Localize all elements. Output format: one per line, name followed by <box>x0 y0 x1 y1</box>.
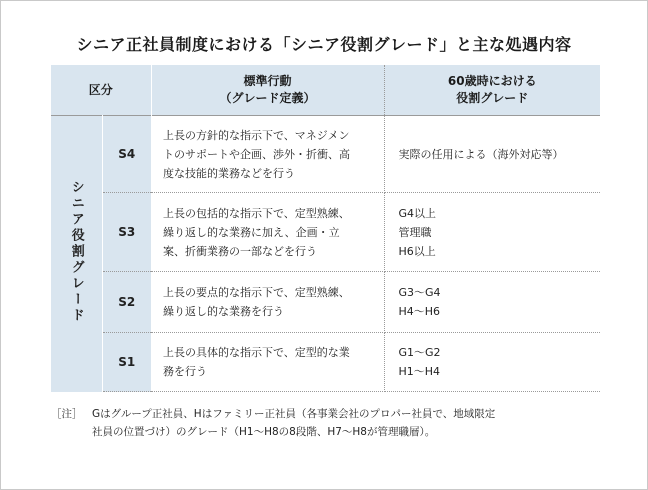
header-standard <box>151 65 384 116</box>
age-line: G3～G4 <box>398 286 441 299</box>
table-row <box>51 116 600 193</box>
side-label: シニア役割グレード <box>68 179 84 324</box>
standard-cell <box>151 116 384 193</box>
side-label-cell <box>51 116 102 392</box>
age-line: H6以上 <box>398 244 436 258</box>
standard-line: 上長の包括的な指示下で、定型熟練、 <box>163 206 350 220</box>
table-header-row <box>51 65 600 116</box>
standard-line: 務を行う <box>163 365 208 378</box>
header-age-line2: 役割グレード <box>456 91 529 105</box>
standard-line: 案、折衝業務の一部などを行う <box>163 244 318 258</box>
header-standard-line1: 標準行動 <box>243 74 292 88</box>
age-cell <box>384 333 600 392</box>
standard-line: 上長の要点的な指示下で、定型熟練、 <box>163 286 350 299</box>
figure-title: シニア正社員制度における「シニア役割グレード」と主な処遇内容 <box>76 35 572 54</box>
standard-cell <box>151 272 384 333</box>
standard-line: 上長の具体的な指示下で、定型的な業 <box>163 346 350 359</box>
footnote-body <box>92 405 611 441</box>
grade-cell: S4 <box>102 116 151 193</box>
standard-line: 度な技能的業務などを行う <box>163 166 296 180</box>
footnote <box>51 405 611 441</box>
age-line: H1～H4 <box>398 365 441 378</box>
footnote-mark: ［注］ <box>51 408 83 420</box>
age-cell <box>384 116 600 193</box>
age-line: 管理職 <box>398 225 432 239</box>
standard-cell <box>151 333 384 392</box>
header-age-line1: 60歳時における <box>447 74 537 88</box>
header-kubun: 区分 <box>51 65 151 116</box>
standard-line: 繰り返し的な業務を行う <box>163 305 285 318</box>
grade-cell: S2 <box>102 272 151 333</box>
grade-table <box>51 65 600 392</box>
table-row <box>51 272 600 333</box>
table-row <box>51 193 600 272</box>
age-cell <box>384 272 600 333</box>
standard-line: トのサポートや企画、渉外・折衝、高 <box>163 147 351 161</box>
standard-cell <box>151 193 384 272</box>
age-line: G4以上 <box>398 206 437 220</box>
grade-cell: S1 <box>102 333 151 392</box>
table-row <box>51 333 600 392</box>
age-line: 実際の任用による（海外対応等） <box>398 147 564 161</box>
age-line: G1～G2 <box>398 346 441 359</box>
age-line: H4～H6 <box>398 305 441 318</box>
grade-cell: S3 <box>102 193 151 272</box>
footnote-line: Gはグループ正社員、Hはファミリー正社員（各事業会社のプロパー社員で、地域限定 <box>92 408 496 420</box>
header-standard-line2: （グレード定義） <box>219 91 316 105</box>
standard-line: 上長の方針的な指示下で、マネジメン <box>163 128 350 142</box>
standard-line: 繰り返し的な業務に加え、企画・立 <box>163 225 340 239</box>
age-cell <box>384 193 600 272</box>
footnote-line: 社員の位置づけ）のグレード（H1～H8の8段階、H7～H8が管理職層）。 <box>92 426 436 438</box>
header-age <box>384 65 600 116</box>
